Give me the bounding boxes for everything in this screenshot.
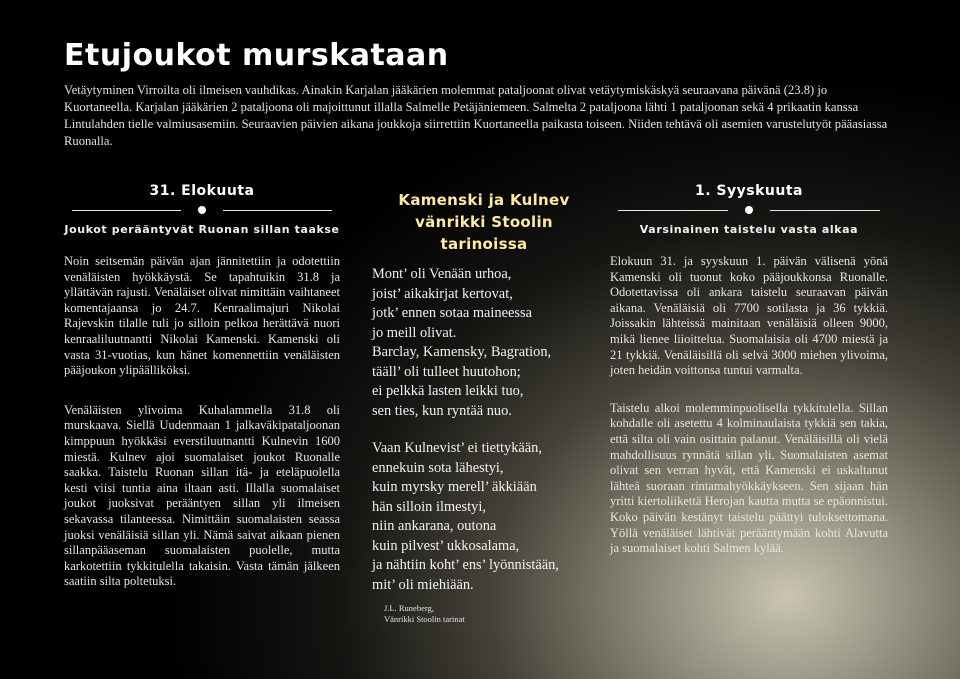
poem-line: ennekuin sota lähestyi, bbox=[372, 459, 504, 476]
poem-line: joist’ aikakirjat kertovat, bbox=[372, 285, 513, 302]
right-paragraph-1: Elokuun 31. ja syyskuun 1. päivän välisenä yönä Kamenski oli tuonut koko pääjoukkonsa Ruonalle. Odotettavissa oli ankara taistelu seuraavan päivän aikana. Venäläisiä oli 7700 sotilasta ja 36 tykkiä. Joissakin lähteissä mainitaan venäläisiä olleen 9000, mikä lienee liioittelua. Suomalaisia oli 4700 miestä ja 21 tykkiä. Venäläisillä oli selvä 3000 miehen ylivoima, joten heidän voittonsa tuntui varmalta. bbox=[610, 254, 888, 378]
poem-line: ja nähtiin koht’ ens’ lyönnistään, bbox=[372, 557, 559, 573]
poem-line: hän silloin ilmestyi, bbox=[372, 498, 486, 515]
divider-line bbox=[223, 210, 332, 211]
divider-line bbox=[618, 210, 728, 211]
poem-stanza-1 bbox=[372, 265, 598, 421]
divider-dot-icon bbox=[198, 206, 206, 214]
poem-title-line-2: vänrikki Stoolin tarinoissa bbox=[415, 213, 553, 253]
left-paragraph-2: Venäläisten ylivoima Kuhalammella 31.8 oli murskaava. Siellä Uudenmaan 1 jalkaväkipataljoonan kimppuun hyökkäsi everstiluutnantti Kulnevin 1600 miestä. Kulnev ajoi suomalaiset joukot Ruonalle saakka. Taistelu Ruonan sillan itä- ja eteläpuolella kesti viisi tuntia aina iltaan asti. Illalla suomalaiset joukot juoksivat perääntyen sillan yli ilmeisen sekavassa tilanteessa. Nimittäin suomalaisten seassa juoksi venäläisiä sillan yli. Nämä saivat aikaan pienen sillanpääaseman suomalaisten puolelle, mutta karkotettiin tykkitulella takaisin. Vasta tämän jälkeen saatiin silta poltetuksi. bbox=[64, 402, 340, 589]
divider-line bbox=[72, 210, 181, 211]
right-paragraph-2: Taistelu alkoi molemminpuolisella tykkitulella. Sillan kohdalle oli asetettu 4 kolminaulaista tykkiä sen takia, että silta oli vain osittain palanut. Venäläisillä oli vielä mahdollisuus rynnätä sillan yli. Suomalaisten asemat olivat sen verran hyvät, että Kamenski ei uskaltanut lähteä suoraan rintamahyökkäykseen. Sen sijaan hän yritti kiertoliikettä Herojan kautta mutta se epäonnistui. Koko päivän kestänyt taistelu päättyi tuloksettomana. Yöllä venäläiset lähtivät perääntymään kohti Alavutta ja suomalaiset kohti Salmen kylää. bbox=[610, 400, 888, 556]
poem-line: ei pelkkä lasten leikki tuo, bbox=[372, 383, 524, 399]
poem-line: Vaan Kulnevist’ ei tiettykään, bbox=[372, 440, 542, 456]
poem-line: kuin myrsky merell’ äkkiään bbox=[372, 479, 537, 495]
page-title: Etujoukot murskataan bbox=[64, 38, 449, 73]
poem-line: sen ties, kun ryntää nuo. bbox=[372, 402, 512, 419]
poem-stanza-2 bbox=[372, 439, 598, 595]
poem-line: jotk’ ennen sotaa maineessa bbox=[372, 305, 532, 321]
poem-line: niin ankarana, outona bbox=[372, 518, 497, 534]
divider-line bbox=[770, 210, 880, 211]
left-paragraph-1: Noin seitsemän päivän ajan jännitettiin ja odotettiin venäläisten hyökkäystä. Se tapahtuikin 31.8 ja yllättävän rajusti. Venäläiset olivat nimittäin vaihtaneet komentajaansa jo 24.7. Kenraalimajuri Nikolai Rajevskin tilalle tuli jo silloin pelkoa herättävä nuori kenraaliluutnantti Nikolai Kamenski. Kamenski oli vasta 31-vuotias, kun hänet komennettiin venäläisten pääjoukon ylipäälliköksi. bbox=[64, 254, 340, 378]
poem-line: jo meill olivat. bbox=[372, 324, 457, 341]
poem-title bbox=[370, 189, 598, 255]
left-subheading: Joukot perääntyvät Ruonan sillan taakse bbox=[64, 223, 340, 236]
right-date-heading: 1. Syyskuuta bbox=[695, 183, 803, 199]
left-column bbox=[64, 183, 340, 590]
poem-line: Barclay, Kamensky, Bagration, bbox=[372, 344, 552, 360]
poem-title-line-1: Kamenski ja Kulnev bbox=[398, 191, 570, 209]
right-subheading: Varsinainen taistelu vasta alkaa bbox=[639, 223, 859, 236]
divider-dot-icon bbox=[745, 206, 753, 214]
poem-credit bbox=[384, 603, 598, 625]
poem-line: kuin pilvest’ ukkosalama, bbox=[372, 537, 520, 554]
left-divider bbox=[72, 203, 332, 219]
right-divider bbox=[618, 203, 880, 219]
intro-paragraph: Vetäytyminen Virroilta oli ilmeisen vauhdikas. Ainakin Karjalan jääkärien molemmat pataljoonat olivat vetäytymiskäskyä seuraavana päivänä (23.8) jo Kuortaneella. Karjalan jääkärien 2 pataljoona oli majoittunut illalla Salmelle Petäjäniemeen. Salmelta 2 pataljoona lähti 1 pataljoonan sekä 4 prikaatin kanssa Lintulahden tielle valmiusasemiin. Seuraavien päivien aikana joukkoja siirrettiin Kuortaneella paikasta toiseen. Niiden tehtävä oli asemien varustelutyöt pääasiassa Ruonalla. bbox=[64, 83, 888, 148]
right-column bbox=[610, 183, 888, 557]
middle-column bbox=[370, 183, 598, 625]
poem-line: mit’ oli miehiään. bbox=[372, 576, 474, 593]
credit-work: Vänrikki Stoolin tarinat bbox=[384, 614, 465, 624]
credit-author: J.L. Runeberg, bbox=[384, 603, 434, 613]
left-date-heading: 31. Elokuuta bbox=[149, 183, 255, 199]
poem-line: Mont’ oli Venään urhoa, bbox=[372, 266, 512, 282]
poem-line: tääll’ oli tulleet huutohon; bbox=[372, 363, 521, 380]
